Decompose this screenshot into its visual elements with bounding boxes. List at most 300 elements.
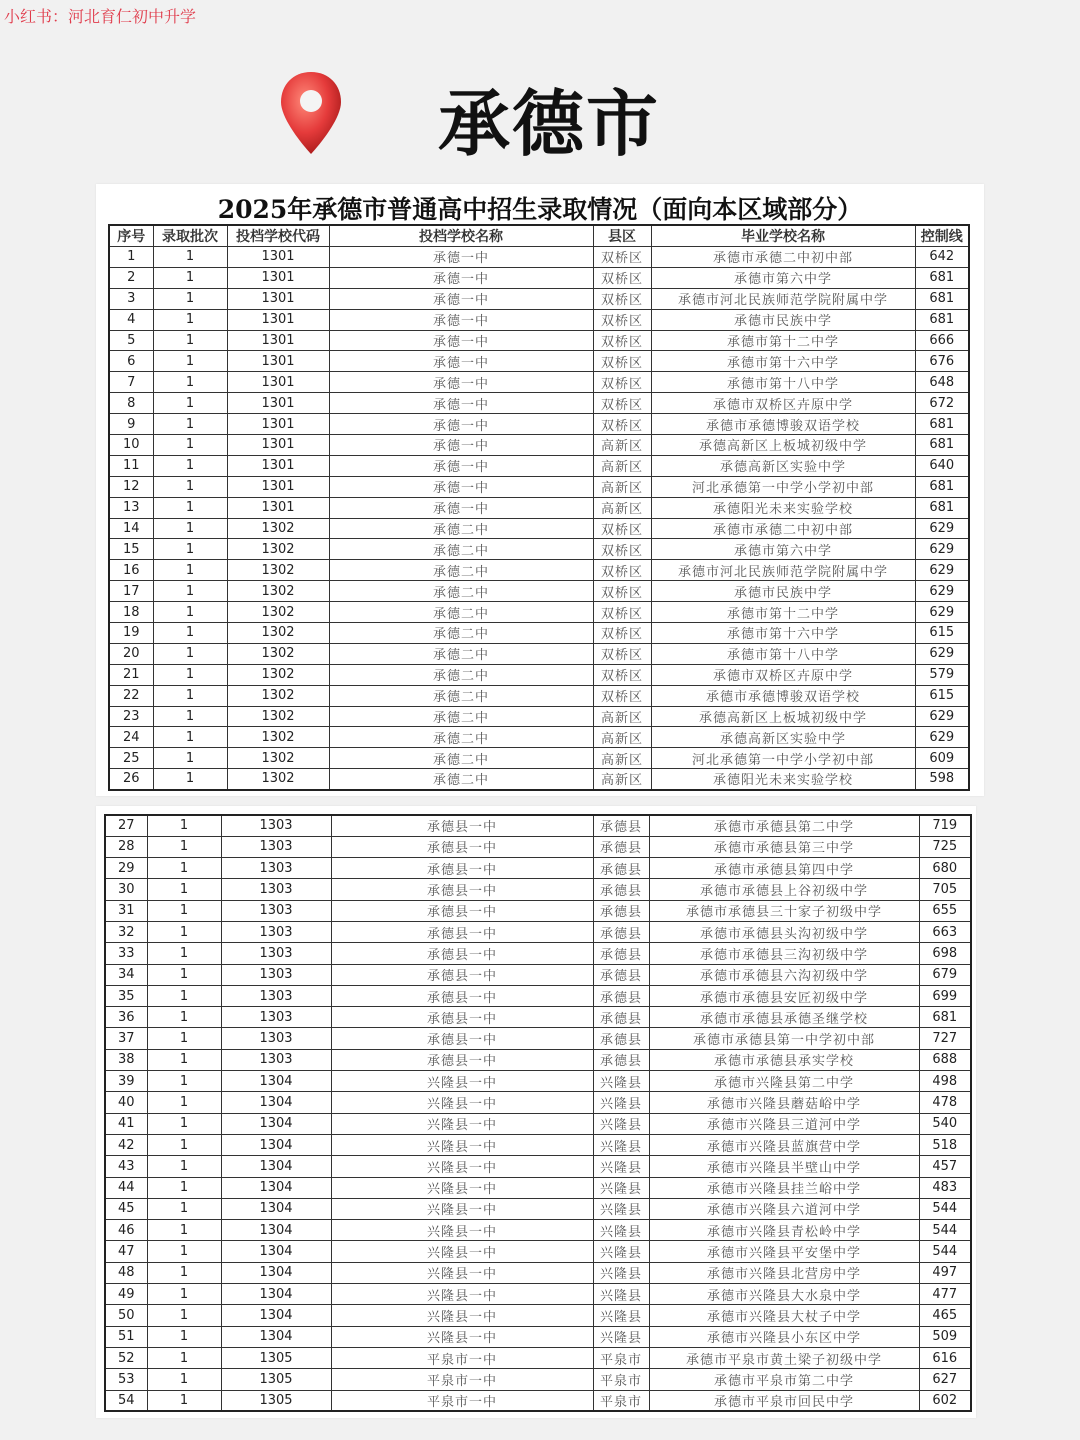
row-index-cell: 15: [109, 539, 153, 560]
school-name-cell: 承德一中: [329, 393, 593, 414]
row-index-cell: 40: [105, 1092, 147, 1113]
table-row: [105, 879, 971, 900]
table-header-row: [109, 225, 969, 247]
cutoff-score-cell: 544: [919, 1220, 971, 1241]
row-index-cell: 4: [109, 309, 153, 330]
cutoff-score-cell: 615: [915, 623, 969, 644]
school-name-cell: 承德县一中: [331, 900, 593, 921]
cutoff-score-cell: 629: [915, 727, 969, 748]
district-cell: 双桥区: [593, 247, 651, 268]
row-index-cell: 11: [109, 455, 153, 476]
school-name-cell: 承德县一中: [331, 879, 593, 900]
table-row: [105, 921, 971, 942]
table-row: [109, 623, 969, 644]
row-index-cell: 17: [109, 581, 153, 602]
school-code-cell: 1301: [227, 372, 329, 393]
table-row: [109, 351, 969, 372]
city-title: 承德市: [438, 82, 661, 166]
school-code-cell: 1303: [221, 1028, 331, 1049]
district-cell: 双桥区: [593, 664, 651, 685]
cutoff-score-cell: 457: [919, 1156, 971, 1177]
admission-batch-cell: 1: [153, 247, 227, 268]
district-cell: 双桥区: [593, 351, 651, 372]
graduate-school-cell: 承德市兴隆县平安堡中学: [649, 1241, 919, 1262]
school-code-cell: 1301: [227, 288, 329, 309]
row-index-cell: 22: [109, 685, 153, 706]
cutoff-score-cell: 705: [919, 879, 971, 900]
school-name-cell: 承德二中: [329, 685, 593, 706]
school-name-cell: 承德二中: [329, 769, 593, 790]
table-row: [105, 1369, 971, 1390]
school-code-cell: 1305: [221, 1347, 331, 1368]
graduate-school-cell: 承德市第十二中学: [651, 330, 915, 351]
table-row: [105, 1262, 971, 1283]
row-index-cell: 29: [105, 858, 147, 879]
graduate-school-cell: 承德市第十八中学: [651, 372, 915, 393]
district-cell: 兴隆县: [593, 1326, 649, 1347]
school-code-cell: 1301: [227, 476, 329, 497]
header-cell: 序号: [109, 225, 153, 247]
row-index-cell: 27: [105, 815, 147, 836]
cutoff-score-cell: 465: [919, 1305, 971, 1326]
graduate-school-cell: 承德市兴隆县三道河中学: [649, 1113, 919, 1134]
cutoff-score-cell: 699: [919, 985, 971, 1006]
district-cell: 承德县: [593, 943, 649, 964]
school-code-cell: 1304: [221, 1134, 331, 1155]
cutoff-score-cell: 477: [919, 1284, 971, 1305]
school-code-cell: 1305: [221, 1390, 331, 1411]
cutoff-score-cell: 629: [915, 643, 969, 664]
graduate-school-cell: 承德高新区上板城初级中学: [651, 706, 915, 727]
row-index-cell: 45: [105, 1198, 147, 1219]
school-code-cell: 1304: [221, 1262, 331, 1283]
cutoff-score-cell: 681: [915, 288, 969, 309]
admission-batch-cell: 1: [147, 1134, 221, 1155]
table-row: [109, 581, 969, 602]
admission-batch-cell: 1: [147, 1156, 221, 1177]
admission-batch-cell: 1: [147, 1262, 221, 1283]
school-code-cell: 1303: [221, 1049, 331, 1070]
school-code-cell: 1304: [221, 1220, 331, 1241]
school-name-cell: 承德县一中: [331, 836, 593, 857]
row-index-cell: 6: [109, 351, 153, 372]
admission-batch-cell: 1: [153, 414, 227, 435]
admission-batch-cell: 1: [153, 539, 227, 560]
district-cell: 兴隆县: [593, 1305, 649, 1326]
table-row: [109, 372, 969, 393]
school-name-cell: 承德一中: [329, 351, 593, 372]
cutoff-score-cell: 602: [919, 1390, 971, 1411]
header-cell: 投档学校名称: [329, 225, 593, 247]
header-cell: 投档学校代码: [227, 225, 329, 247]
cutoff-score-cell: 640: [915, 455, 969, 476]
school-code-cell: 1304: [221, 1305, 331, 1326]
cutoff-score-cell: 681: [915, 267, 969, 288]
table-row: [105, 1113, 971, 1134]
graduate-school-cell: 承德市承德县第三中学: [649, 836, 919, 857]
table-row: [105, 1220, 971, 1241]
table-card-part2: [96, 806, 976, 1418]
table-row: [105, 1156, 971, 1177]
row-index-cell: 41: [105, 1113, 147, 1134]
district-cell: 双桥区: [593, 685, 651, 706]
cutoff-score-cell: 698: [919, 943, 971, 964]
graduate-school-cell: 河北承德第一中学小学初中部: [651, 476, 915, 497]
cutoff-score-cell: 629: [915, 518, 969, 539]
school-name-cell: 承德一中: [329, 288, 593, 309]
school-name-cell: 承德县一中: [331, 1028, 593, 1049]
table-row: [105, 1007, 971, 1028]
graduate-school-cell: 河北承德第一中学小学初中部: [651, 748, 915, 769]
cutoff-score-cell: 544: [919, 1198, 971, 1219]
district-cell: 兴隆县: [593, 1071, 649, 1092]
cutoff-score-cell: 609: [915, 748, 969, 769]
admission-batch-cell: 1: [147, 900, 221, 921]
table-row: [105, 964, 971, 985]
cutoff-score-cell: 478: [919, 1092, 971, 1113]
admission-batch-cell: 1: [147, 1347, 221, 1368]
row-index-cell: 50: [105, 1305, 147, 1326]
cutoff-score-cell: 629: [915, 560, 969, 581]
district-cell: 兴隆县: [593, 1092, 649, 1113]
table-row: [105, 858, 971, 879]
school-name-cell: 平泉市一中: [331, 1369, 593, 1390]
table-row: [105, 943, 971, 964]
header-cell: 控制线: [915, 225, 969, 247]
school-code-cell: 1303: [221, 964, 331, 985]
table-row: [109, 539, 969, 560]
school-code-cell: 1302: [227, 748, 329, 769]
graduate-school-cell: 承德市承德县三沟初级中学: [649, 943, 919, 964]
school-code-cell: 1304: [221, 1326, 331, 1347]
district-cell: 兴隆县: [593, 1220, 649, 1241]
school-name-cell: 兴隆县一中: [331, 1071, 593, 1092]
table-card-part1: [96, 184, 984, 796]
district-cell: 承德县: [593, 900, 649, 921]
school-code-cell: 1305: [221, 1369, 331, 1390]
school-code-cell: 1304: [221, 1177, 331, 1198]
school-code-cell: 1302: [227, 664, 329, 685]
admission-batch-cell: 1: [147, 1092, 221, 1113]
cutoff-score-cell: 629: [915, 539, 969, 560]
location-pin-icon: [278, 70, 344, 156]
school-name-cell: 兴隆县一中: [331, 1284, 593, 1305]
cutoff-score-cell: 681: [915, 435, 969, 456]
admission-batch-cell: 1: [153, 476, 227, 497]
table-row: [105, 1326, 971, 1347]
school-code-cell: 1303: [221, 858, 331, 879]
cutoff-score-cell: 629: [915, 706, 969, 727]
school-name-cell: 承德一中: [329, 476, 593, 497]
graduate-school-cell: 承德高新区上板城初级中学: [651, 435, 915, 456]
watermark-text: 小红书：河北育仁初中升学: [4, 7, 197, 26]
graduate-school-cell: 承德市承德县第二中学: [649, 815, 919, 836]
district-cell: 双桥区: [593, 518, 651, 539]
school-code-cell: 1302: [227, 685, 329, 706]
admission-batch-cell: 1: [153, 664, 227, 685]
district-cell: 高新区: [593, 435, 651, 456]
school-name-cell: 承德县一中: [331, 815, 593, 836]
row-index-cell: 43: [105, 1156, 147, 1177]
row-index-cell: 37: [105, 1028, 147, 1049]
school-code-cell: 1301: [227, 267, 329, 288]
district-cell: 双桥区: [593, 288, 651, 309]
district-cell: 平泉市: [593, 1347, 649, 1368]
graduate-school-cell: 承德市兴隆县北营房中学: [649, 1262, 919, 1283]
school-name-cell: 承德二中: [329, 748, 593, 769]
table-body-part2: [105, 815, 971, 1411]
graduate-school-cell: 承德市河北民族师范学院附属中学: [651, 560, 915, 581]
admission-batch-cell: 1: [147, 1326, 221, 1347]
admission-batch-cell: 1: [153, 623, 227, 644]
district-cell: 双桥区: [593, 267, 651, 288]
table-row: [105, 1049, 971, 1070]
school-code-cell: 1301: [227, 330, 329, 351]
admission-batch-cell: 1: [153, 455, 227, 476]
school-name-cell: 承德二中: [329, 727, 593, 748]
cutoff-score-cell: 616: [919, 1347, 971, 1368]
row-index-cell: 48: [105, 1262, 147, 1283]
district-cell: 兴隆县: [593, 1284, 649, 1305]
school-code-cell: 1304: [221, 1198, 331, 1219]
admission-batch-cell: 1: [153, 685, 227, 706]
school-code-cell: 1302: [227, 623, 329, 644]
table-row: [105, 1071, 971, 1092]
table-row: [105, 1241, 971, 1262]
table-row: [105, 1305, 971, 1326]
table-row: [105, 900, 971, 921]
admission-batch-cell: 1: [153, 602, 227, 623]
district-cell: 兴隆县: [593, 1113, 649, 1134]
district-cell: 双桥区: [593, 309, 651, 330]
admission-batch-cell: 1: [153, 581, 227, 602]
school-code-cell: 1301: [227, 309, 329, 330]
table-row: [109, 435, 969, 456]
graduate-school-cell: 承德高新区实验中学: [651, 727, 915, 748]
admission-batch-cell: 1: [153, 288, 227, 309]
school-name-cell: 承德二中: [329, 581, 593, 602]
row-index-cell: 16: [109, 560, 153, 581]
admission-batch-cell: 1: [147, 1049, 221, 1070]
school-code-cell: 1304: [221, 1113, 331, 1134]
district-cell: 双桥区: [593, 623, 651, 644]
table-row: [105, 836, 971, 857]
school-code-cell: 1302: [227, 581, 329, 602]
school-name-cell: 承德一中: [329, 455, 593, 476]
school-name-cell: 承德县一中: [331, 921, 593, 942]
graduate-school-cell: 承德市兴隆县蘑菇峪中学: [649, 1092, 919, 1113]
graduate-school-cell: 承德市第十八中学: [651, 643, 915, 664]
table-row: [109, 685, 969, 706]
school-name-cell: 兴隆县一中: [331, 1262, 593, 1283]
admission-batch-cell: 1: [147, 1177, 221, 1198]
table-row: [105, 1134, 971, 1155]
school-name-cell: 兴隆县一中: [331, 1198, 593, 1219]
district-cell: 承德县: [593, 836, 649, 857]
district-cell: 平泉市: [593, 1390, 649, 1411]
row-index-cell: 12: [109, 476, 153, 497]
school-name-cell: 兴隆县一中: [331, 1326, 593, 1347]
school-code-cell: 1304: [221, 1071, 331, 1092]
admission-batch-cell: 1: [147, 985, 221, 1006]
graduate-school-cell: 承德市第六中学: [651, 539, 915, 560]
admission-batch-cell: 1: [147, 1198, 221, 1219]
row-index-cell: 42: [105, 1134, 147, 1155]
graduate-school-cell: 承德市第十六中学: [651, 351, 915, 372]
admission-table-part1: [108, 224, 970, 791]
school-name-cell: 兴隆县一中: [331, 1177, 593, 1198]
admission-batch-cell: 1: [153, 643, 227, 664]
cutoff-score-cell: 498: [919, 1071, 971, 1092]
district-cell: 双桥区: [593, 414, 651, 435]
header-cell: 县区: [593, 225, 651, 247]
row-index-cell: 23: [109, 706, 153, 727]
graduate-school-cell: 承德市兴隆县挂兰峪中学: [649, 1177, 919, 1198]
row-index-cell: 30: [105, 879, 147, 900]
cutoff-score-cell: 518: [919, 1134, 971, 1155]
school-code-cell: 1301: [227, 455, 329, 476]
row-index-cell: 9: [109, 414, 153, 435]
row-index-cell: 52: [105, 1347, 147, 1368]
district-cell: 兴隆县: [593, 1177, 649, 1198]
admission-batch-cell: 1: [153, 393, 227, 414]
school-name-cell: 承德县一中: [331, 985, 593, 1006]
table-row: [109, 414, 969, 435]
school-code-cell: 1304: [221, 1092, 331, 1113]
cutoff-score-cell: 615: [915, 685, 969, 706]
school-name-cell: 承德二中: [329, 602, 593, 623]
school-code-cell: 1302: [227, 727, 329, 748]
school-name-cell: 承德二中: [329, 539, 593, 560]
school-code-cell: 1302: [227, 539, 329, 560]
district-cell: 双桥区: [593, 581, 651, 602]
district-cell: 兴隆县: [593, 1198, 649, 1219]
row-index-cell: 39: [105, 1071, 147, 1092]
cutoff-score-cell: 681: [915, 476, 969, 497]
school-name-cell: 承德县一中: [331, 1049, 593, 1070]
row-index-cell: 35: [105, 985, 147, 1006]
school-code-cell: 1303: [221, 985, 331, 1006]
header-cell: 毕业学校名称: [651, 225, 915, 247]
graduate-school-cell: 承德市民族中学: [651, 581, 915, 602]
cutoff-score-cell: 497: [919, 1262, 971, 1283]
graduate-school-cell: 承德市承德县承德圣继学校: [649, 1007, 919, 1028]
admission-table-part2: [104, 814, 972, 1412]
graduate-school-cell: 承德市承德县第四中学: [649, 858, 919, 879]
table-row: [109, 288, 969, 309]
school-code-cell: 1302: [227, 560, 329, 581]
admission-batch-cell: 1: [147, 836, 221, 857]
admission-batch-cell: 1: [147, 1071, 221, 1092]
table-body-part1: [109, 247, 969, 790]
graduate-school-cell: 承德市河北民族师范学院附属中学: [651, 288, 915, 309]
cutoff-score-cell: 676: [915, 351, 969, 372]
graduate-school-cell: 承德市承德县第一中学初中部: [649, 1028, 919, 1049]
school-code-cell: 1302: [227, 706, 329, 727]
graduate-school-cell: 承德市平泉市黄土梁子初级中学: [649, 1347, 919, 1368]
graduate-school-cell: 承德市承德博骏双语学校: [651, 414, 915, 435]
district-cell: 兴隆县: [593, 1156, 649, 1177]
school-code-cell: 1301: [227, 393, 329, 414]
row-index-cell: 54: [105, 1390, 147, 1411]
row-index-cell: 34: [105, 964, 147, 985]
graduate-school-cell: 承德市承德县六沟初级中学: [649, 964, 919, 985]
school-name-cell: 平泉市一中: [331, 1347, 593, 1368]
graduate-school-cell: 承德市双桥区卉原中学: [651, 393, 915, 414]
school-code-cell: 1301: [227, 497, 329, 518]
admission-batch-cell: 1: [147, 879, 221, 900]
school-name-cell: 承德一中: [329, 330, 593, 351]
district-cell: 双桥区: [593, 393, 651, 414]
graduate-school-cell: 承德市兴隆县大水泉中学: [649, 1284, 919, 1305]
row-index-cell: 33: [105, 943, 147, 964]
school-name-cell: 承德一中: [329, 497, 593, 518]
cutoff-score-cell: 627: [919, 1369, 971, 1390]
graduate-school-cell: 承德市承德县上谷初级中学: [649, 879, 919, 900]
graduate-school-cell: 承德高新区实验中学: [651, 455, 915, 476]
graduate-school-cell: 承德市平泉市第二中学: [649, 1369, 919, 1390]
school-code-cell: 1302: [227, 602, 329, 623]
cutoff-score-cell: 579: [915, 664, 969, 685]
admission-batch-cell: 1: [153, 769, 227, 790]
district-cell: 承德县: [593, 1028, 649, 1049]
school-name-cell: 兴隆县一中: [331, 1134, 593, 1155]
row-index-cell: 24: [109, 727, 153, 748]
school-name-cell: 承德一中: [329, 247, 593, 268]
table-row: [105, 1347, 971, 1368]
district-cell: 高新区: [593, 455, 651, 476]
table-row: [109, 267, 969, 288]
cutoff-score-cell: 598: [915, 769, 969, 790]
row-index-cell: 18: [109, 602, 153, 623]
table-row: [109, 247, 969, 268]
admission-batch-cell: 1: [153, 706, 227, 727]
school-name-cell: 承德一中: [329, 435, 593, 456]
table-row: [109, 393, 969, 414]
district-cell: 高新区: [593, 727, 651, 748]
row-index-cell: 3: [109, 288, 153, 309]
admission-batch-cell: 1: [147, 858, 221, 879]
table-row: [105, 1390, 971, 1411]
admission-batch-cell: 1: [153, 267, 227, 288]
district-cell: 双桥区: [593, 602, 651, 623]
cutoff-score-cell: 719: [919, 815, 971, 836]
district-cell: 承德县: [593, 858, 649, 879]
admission-batch-cell: 1: [153, 497, 227, 518]
cutoff-score-cell: 642: [915, 247, 969, 268]
admission-batch-cell: 1: [147, 1284, 221, 1305]
district-cell: 承德县: [593, 921, 649, 942]
school-name-cell: 兴隆县一中: [331, 1241, 593, 1262]
school-name-cell: 承德一中: [329, 267, 593, 288]
school-code-cell: 1301: [227, 435, 329, 456]
graduate-school-cell: 承德市兴隆县半壁山中学: [649, 1156, 919, 1177]
cutoff-score-cell: 544: [919, 1241, 971, 1262]
graduate-school-cell: 承德市承德县头沟初级中学: [649, 921, 919, 942]
admission-batch-cell: 1: [153, 351, 227, 372]
school-name-cell: 承德县一中: [331, 1007, 593, 1028]
cutoff-score-cell: 681: [915, 497, 969, 518]
district-cell: 高新区: [593, 706, 651, 727]
school-code-cell: 1303: [221, 900, 331, 921]
admission-batch-cell: 1: [147, 964, 221, 985]
admission-batch-cell: 1: [147, 1028, 221, 1049]
district-cell: 双桥区: [593, 560, 651, 581]
table-row: [105, 815, 971, 836]
school-name-cell: 承德一中: [329, 414, 593, 435]
table-title: 2025年承德市普通高中招生录取情况（面向本区域部分）: [217, 195, 863, 224]
table-row: [105, 1177, 971, 1198]
